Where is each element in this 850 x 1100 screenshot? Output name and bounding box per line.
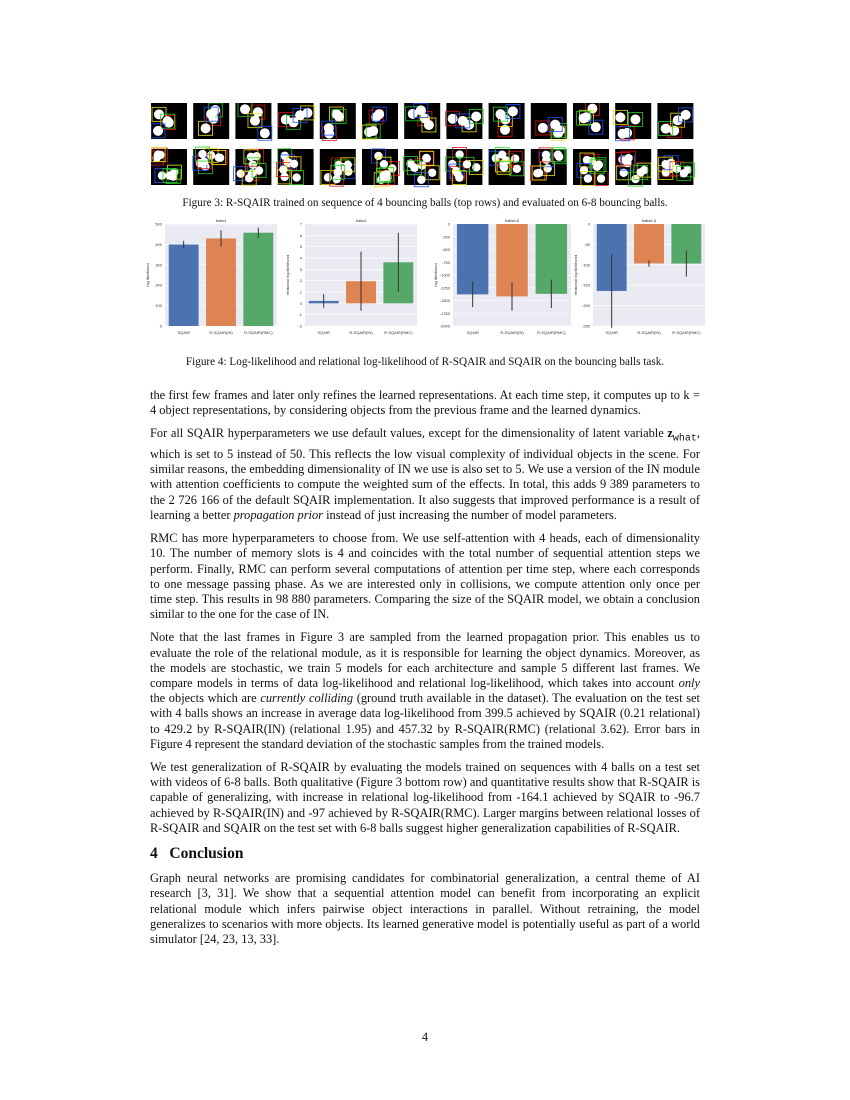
z-what-symbol: z <box>667 426 673 441</box>
x-tick-label: R-SQAIR(RMC) <box>244 330 273 335</box>
frame-thumbnail <box>657 103 693 139</box>
frame-thumbnail <box>489 103 525 139</box>
x-tick-label: R-SQAIR(RMC) <box>384 330 413 335</box>
chart-title: balls4 <box>355 218 367 223</box>
y-tick-label: 0 <box>587 221 590 227</box>
x-tick-label: SQAIR <box>605 330 618 335</box>
y-tick-label: 0 <box>159 323 162 329</box>
frame-thumbnail <box>151 148 187 185</box>
frame-thumbnail <box>278 103 315 139</box>
y-tick-label: 400 <box>155 241 162 247</box>
chart-title: balls4 <box>215 218 227 223</box>
figure3-caption: Figure 3: R-SQAIR trained on sequence of 4 bouncing balls (top rows) and evaluated on 6-8 bouncing balls. <box>182 197 668 209</box>
y-axis-label: log likelihood <box>433 263 438 287</box>
section-number: 4 <box>150 844 158 862</box>
paragraph-5: We test generalization of R-SQAIR by evaluating the models trained on sequences with 4 balls on a test set with videos of 6-8 balls. Both qualitative (Figure 3 bottom row) and quantitative results show that R-SQAIR is capable of generalizing, with increase in relational log-likelihood from -164.1 achieved by SQAIR to -96.7 achieved by R-SQAIR(IN) and -97 achieved by R-SQAIR(RMC). Larger margins between relational losses of R-SQAIR and SQAIR on the test set with 6-8 balls suggest higher generalization capabilities of R-SQAIR. <box>150 759 700 835</box>
paragraph-6: Graph neural networks are promising candidates for combinatorial generalization, a central theme of AI research [3, 31]. We show that a sequential attention model can benefit from incorporating an explicit relational module which infers pairwise object interactions in parallel. Without retraining, the model generalizes to scenarios with more objects. Its learned generative model is potentially useful as part of a world simulator [24, 23, 13, 33]. <box>150 871 700 946</box>
figure4-caption: Figure 4: Log-likelihood and relational log-likelihood of R-SQAIR and SQAIR on the bouncing balls task. <box>185 356 665 368</box>
y-tick-label: 4 <box>299 255 302 261</box>
bar <box>206 238 236 326</box>
bar <box>243 233 273 326</box>
y-tick-label: -250 <box>581 323 590 329</box>
paragraph-4-emphasis-only: only <box>678 675 700 690</box>
y-tick-label: -250 <box>441 234 450 240</box>
y-axis-label: relational log likelihood <box>573 254 578 296</box>
chart-panel-2 <box>285 218 417 335</box>
x-tick-label: R-SQAIR(IN) <box>209 330 233 335</box>
y-axis-label: log likelihood <box>145 263 150 287</box>
frame-thumbnail <box>657 149 694 185</box>
x-tick-label: SQAIR <box>466 330 479 335</box>
x-tick-label: SQAIR <box>317 330 330 335</box>
frame-thumbnail <box>235 103 271 140</box>
frame-thumbnail <box>531 103 567 140</box>
z-what-subscript: what <box>672 433 697 445</box>
frame-thumbnail <box>234 149 272 185</box>
y-tick-label: 3 <box>299 266 302 272</box>
y-tick-label: -50 <box>584 241 590 247</box>
y-tick-label: 500 <box>155 221 162 227</box>
paragraph-2-a: For all SQAIR hyperparameters we use default values, except for the dimensionality of latent variable <box>150 426 668 441</box>
paragraph-4-c: (ground truth available in the dataset). The evaluation on the test set with 4 balls shows an increase in average data log-likelihood from 399.5 achieved by SQAIR (0.21 relational) to 429.2 by R-SQAIR(IN) (relational 1.95) and 457.32 by R-SQAIR(RMC) (relational 3.62). Error bars in Figure 4 represent the standard deviation of the stochastic samples from the trained models. <box>150 691 701 751</box>
y-tick-label: -2000 <box>439 323 450 329</box>
paragraph-1: the first few frames and later only refines the learned representations. At each time step, it computes up to k = 4 object representations, by considering objects from the previous frame and the learned dynamics. <box>150 388 700 418</box>
chart-panel-3 <box>433 218 571 335</box>
frame-thumbnail <box>445 148 483 185</box>
paragraph-2-b: , which is set to 5 instead of 50. This reflects the low visual complexity of individual objects in the scene. For similar reasons, the embedding dimensionality of IN we use is also set to 5. We use a version of the IN module with attention coefficients to compute the weighted sum of the effects. In total, this adds 9 389 parameters to the 2 726 166 of the default SQAIR implementation. It also suggests that improved performance is a result of learning a better <box>150 426 700 522</box>
y-tick-label: 6 <box>299 232 302 238</box>
frame-thumbnail <box>362 149 399 187</box>
frame-thumbnail <box>615 149 651 186</box>
y-tick-label: 5 <box>299 244 302 250</box>
y-tick-label: -100 <box>581 262 590 268</box>
bar <box>634 224 664 263</box>
frame-thumbnail <box>530 148 566 185</box>
y-tick-label: -200 <box>581 303 590 309</box>
chart-title: balls6-8 <box>641 218 657 223</box>
y-tick-label: -750 <box>441 259 450 265</box>
frame-thumbnail <box>613 103 651 141</box>
x-tick-label: R-SQAIR(RMC) <box>672 330 701 335</box>
y-tick-label: 0 <box>447 221 450 227</box>
y-tick-label: -1000 <box>439 272 450 278</box>
paragraph-4 <box>150 630 700 752</box>
frame-thumbnail <box>193 147 229 185</box>
frame-thumbnail <box>320 149 356 186</box>
x-tick-label: SQAIR <box>177 330 190 335</box>
y-axis-label: relational log likelihood <box>285 254 290 296</box>
frame-thumbnail <box>446 103 484 139</box>
bar <box>169 245 199 326</box>
frame-thumbnail <box>404 103 440 139</box>
frame-thumbnail <box>404 149 441 187</box>
frame-thumbnail <box>276 149 313 185</box>
y-tick-label: 1 <box>299 289 302 295</box>
y-tick-label: 100 <box>155 303 162 309</box>
chart-panel-4 <box>573 218 705 335</box>
y-tick-label: -500 <box>441 247 450 252</box>
y-tick-label: 7 <box>299 221 302 227</box>
paragraph-4-a: Note that the last frames in Figure 3 are sampled from the learned propagation prior. This enables us to evaluate the role of the relational module, as it is responsible for learning the object dynamics. Moreover, as the models are stochastic, we train 5 models for each architecture and sample 5 different last frames. We compare models in terms of data log-likelihood and relational log-likelihood, which takes into account <box>150 630 700 690</box>
y-tick-label: 2 <box>299 278 302 284</box>
y-tick-label: -1 <box>298 312 302 318</box>
section-heading <box>150 846 700 861</box>
x-tick-label: R-SQAIR(IN) <box>500 330 524 335</box>
paragraph-4-emphasis-colliding: currently colliding <box>260 691 354 706</box>
body-text <box>150 388 700 955</box>
page-number: 4 <box>421 1030 429 1044</box>
y-tick-label: 200 <box>155 282 162 288</box>
chart-title: balls6-8 <box>504 218 520 223</box>
y-tick-label: 300 <box>155 262 162 268</box>
x-tick-label: R-SQAIR(IN) <box>349 330 373 335</box>
figure4-charts <box>145 214 705 344</box>
frame-thumbnail <box>573 149 609 186</box>
y-tick-label: -2 <box>298 323 302 329</box>
section-title: Conclusion <box>169 844 244 862</box>
frame-thumbnail <box>489 148 525 185</box>
x-tick-label: R-SQAIR(RMC) <box>537 330 566 335</box>
frame-thumbnail <box>320 103 356 141</box>
x-tick-label: R-SQAIR(IN) <box>637 330 661 335</box>
paragraph-2-c: instead of just increasing the number of model parameters. <box>323 507 617 522</box>
paragraph-2-emphasis: propagation prior <box>233 507 323 522</box>
frame-thumbnail <box>193 103 229 139</box>
figure3-frames <box>151 103 697 188</box>
chart-panel-1 <box>145 218 277 335</box>
paragraph-4-b: the objects which are <box>150 691 261 706</box>
y-tick-label: 0 <box>299 300 302 306</box>
frame-thumbnail <box>362 103 398 139</box>
y-tick-label: -1750 <box>439 310 450 316</box>
paragraph-3: RMC has more hyperparameters to choose from. We use self-attention with 4 heads, each of dimensionality 10. The number of memory slots is 4 and coincides with the total number of sequential attention steps we perform. Finally, RMC can perform several computations of attention per time step, where each corresponds to one message passing phase. As we are interested only in collisions, we compute attention only once per time step. This results in 98 880 parameters. Comparing the size of the SQAIR model, we obtain a conclusion similar to the one for the case of IN. <box>150 531 700 622</box>
y-tick-label: -1250 <box>439 285 450 291</box>
y-tick-label: -1500 <box>439 298 450 303</box>
paragraph-2 <box>150 426 700 523</box>
frame-thumbnail <box>573 103 609 139</box>
y-tick-label: -150 <box>581 282 590 288</box>
frame-thumbnail <box>151 103 187 139</box>
